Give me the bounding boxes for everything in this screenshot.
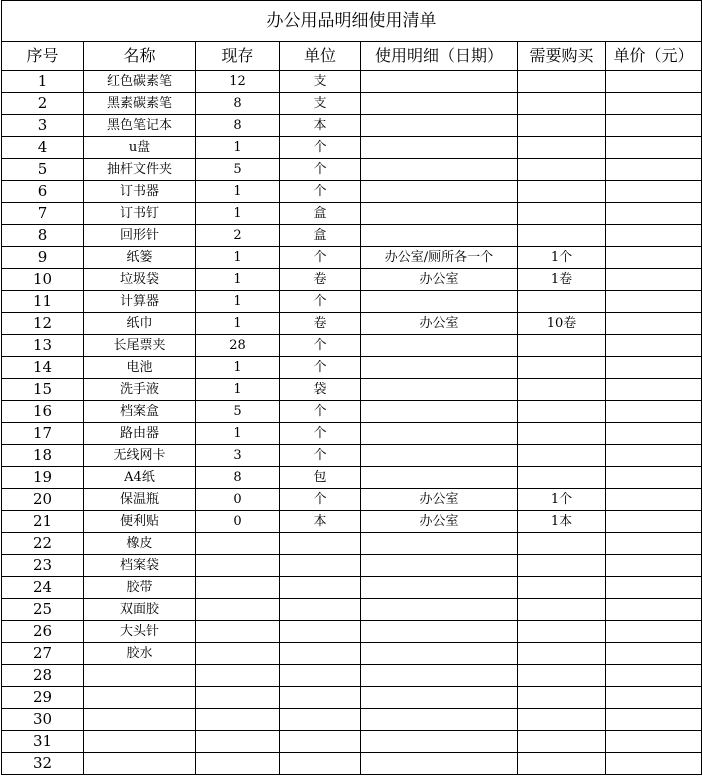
cell-no: 9 xyxy=(2,247,84,269)
cell-usage xyxy=(361,225,518,247)
cell-name: 订书钉 xyxy=(84,203,196,225)
cell-price xyxy=(606,423,702,445)
cell-stock xyxy=(196,533,280,555)
cell-stock xyxy=(196,555,280,577)
cell-usage xyxy=(361,731,518,753)
table-row xyxy=(2,93,702,115)
table-row xyxy=(2,313,702,335)
cell-no: 29 xyxy=(2,687,84,709)
cell-purchase: 1卷 xyxy=(518,269,606,291)
header-price: 单价（元） xyxy=(606,42,702,71)
table-row xyxy=(2,445,702,467)
cell-unit: 本 xyxy=(280,115,361,137)
cell-price xyxy=(606,181,702,203)
cell-stock: 1 xyxy=(196,203,280,225)
cell-stock: 1 xyxy=(196,181,280,203)
cell-price xyxy=(606,731,702,753)
cell-usage xyxy=(361,753,518,775)
cell-no: 21 xyxy=(2,511,84,533)
cell-name: 抽杆文件夹 xyxy=(84,159,196,181)
cell-price xyxy=(606,159,702,181)
table-row xyxy=(2,379,702,401)
cell-usage xyxy=(361,555,518,577)
header-stock: 现存 xyxy=(196,42,280,71)
cell-no: 13 xyxy=(2,335,84,357)
cell-no: 23 xyxy=(2,555,84,577)
cell-purchase xyxy=(518,71,606,93)
table-row xyxy=(2,511,702,533)
table-row xyxy=(2,555,702,577)
table-row xyxy=(2,137,702,159)
cell-usage xyxy=(361,137,518,159)
cell-no: 17 xyxy=(2,423,84,445)
cell-unit: 个 xyxy=(280,423,361,445)
cell-name: 无线网卡 xyxy=(84,445,196,467)
table-row xyxy=(2,115,702,137)
header-name: 名称 xyxy=(84,42,196,71)
cell-price xyxy=(606,115,702,137)
cell-stock: 1 xyxy=(196,137,280,159)
cell-purchase xyxy=(518,467,606,489)
cell-purchase xyxy=(518,137,606,159)
cell-price xyxy=(606,665,702,687)
cell-stock: 1 xyxy=(196,313,280,335)
cell-stock: 1 xyxy=(196,357,280,379)
cell-name: 红色碳素笔 xyxy=(84,71,196,93)
cell-no: 5 xyxy=(2,159,84,181)
cell-no: 16 xyxy=(2,401,84,423)
table-row xyxy=(2,665,702,687)
cell-price xyxy=(606,335,702,357)
cell-usage: 办公室/厕所各一个 xyxy=(361,247,518,269)
cell-usage xyxy=(361,423,518,445)
table-row xyxy=(2,71,702,93)
cell-purchase xyxy=(518,159,606,181)
cell-unit: 卷 xyxy=(280,269,361,291)
cell-name: 洗手液 xyxy=(84,379,196,401)
cell-price xyxy=(606,269,702,291)
cell-stock: 5 xyxy=(196,159,280,181)
cell-name: 电池 xyxy=(84,357,196,379)
header-no: 序号 xyxy=(2,42,84,71)
cell-price xyxy=(606,401,702,423)
cell-purchase: 1个 xyxy=(518,489,606,511)
cell-usage xyxy=(361,291,518,313)
cell-usage xyxy=(361,467,518,489)
table-row xyxy=(2,269,702,291)
cell-price xyxy=(606,599,702,621)
cell-usage xyxy=(361,533,518,555)
cell-no: 12 xyxy=(2,313,84,335)
cell-purchase xyxy=(518,93,606,115)
cell-unit xyxy=(280,709,361,731)
cell-price xyxy=(606,555,702,577)
cell-unit: 个 xyxy=(280,291,361,313)
cell-price xyxy=(606,291,702,313)
cell-stock: 1 xyxy=(196,291,280,313)
table-row xyxy=(2,357,702,379)
table-title: 办公用品明细使用清单 xyxy=(2,1,702,42)
header-unit: 单位 xyxy=(280,42,361,71)
cell-no: 27 xyxy=(2,643,84,665)
cell-name xyxy=(84,753,196,775)
cell-no: 15 xyxy=(2,379,84,401)
cell-name: 黑素碳素笔 xyxy=(84,93,196,115)
table-row xyxy=(2,335,702,357)
cell-unit xyxy=(280,533,361,555)
cell-name: 胶带 xyxy=(84,577,196,599)
cell-unit: 本 xyxy=(280,511,361,533)
cell-usage xyxy=(361,93,518,115)
title-row xyxy=(2,1,702,42)
cell-unit: 个 xyxy=(280,489,361,511)
cell-purchase xyxy=(518,577,606,599)
cell-price xyxy=(606,379,702,401)
cell-name: 计算器 xyxy=(84,291,196,313)
cell-usage: 办公室 xyxy=(361,313,518,335)
cell-unit xyxy=(280,555,361,577)
cell-name xyxy=(84,709,196,731)
cell-name: 订书器 xyxy=(84,181,196,203)
table-row xyxy=(2,621,702,643)
cell-stock: 2 xyxy=(196,225,280,247)
cell-purchase xyxy=(518,291,606,313)
cell-usage xyxy=(361,357,518,379)
cell-usage xyxy=(361,621,518,643)
cell-purchase xyxy=(518,731,606,753)
table-row xyxy=(2,577,702,599)
cell-price xyxy=(606,621,702,643)
table-row xyxy=(2,489,702,511)
cell-price xyxy=(606,753,702,775)
cell-stock xyxy=(196,687,280,709)
cell-purchase xyxy=(518,423,606,445)
cell-purchase xyxy=(518,203,606,225)
cell-name: 胶水 xyxy=(84,643,196,665)
cell-name: 档案袋 xyxy=(84,555,196,577)
cell-unit xyxy=(280,731,361,753)
cell-stock: 1 xyxy=(196,379,280,401)
cell-unit: 个 xyxy=(280,445,361,467)
cell-purchase xyxy=(518,357,606,379)
cell-stock xyxy=(196,599,280,621)
table-row xyxy=(2,181,702,203)
cell-price xyxy=(606,225,702,247)
cell-price xyxy=(606,203,702,225)
cell-purchase xyxy=(518,753,606,775)
cell-name xyxy=(84,665,196,687)
cell-no: 22 xyxy=(2,533,84,555)
table-row xyxy=(2,687,702,709)
cell-price xyxy=(606,313,702,335)
cell-no: 10 xyxy=(2,269,84,291)
cell-no: 26 xyxy=(2,621,84,643)
cell-price xyxy=(606,577,702,599)
cell-unit: 盒 xyxy=(280,203,361,225)
cell-stock: 8 xyxy=(196,467,280,489)
cell-price xyxy=(606,533,702,555)
cell-no: 31 xyxy=(2,731,84,753)
cell-unit xyxy=(280,643,361,665)
cell-purchase xyxy=(518,599,606,621)
cell-no: 3 xyxy=(2,115,84,137)
cell-no: 1 xyxy=(2,71,84,93)
cell-usage xyxy=(361,71,518,93)
cell-no: 24 xyxy=(2,577,84,599)
cell-usage xyxy=(361,203,518,225)
cell-price xyxy=(606,71,702,93)
cell-purchase xyxy=(518,665,606,687)
cell-stock: 1 xyxy=(196,423,280,445)
cell-purchase xyxy=(518,181,606,203)
cell-stock xyxy=(196,643,280,665)
table-row xyxy=(2,643,702,665)
cell-unit: 包 xyxy=(280,467,361,489)
cell-unit: 个 xyxy=(280,137,361,159)
cell-price xyxy=(606,467,702,489)
table-row xyxy=(2,225,702,247)
cell-unit: 个 xyxy=(280,335,361,357)
cell-price xyxy=(606,643,702,665)
cell-purchase: 1个 xyxy=(518,247,606,269)
cell-name: u盘 xyxy=(84,137,196,159)
cell-purchase xyxy=(518,621,606,643)
cell-stock: 1 xyxy=(196,269,280,291)
cell-usage xyxy=(361,379,518,401)
cell-purchase xyxy=(518,533,606,555)
cell-usage xyxy=(361,665,518,687)
cell-purchase: 10卷 xyxy=(518,313,606,335)
cell-name xyxy=(84,687,196,709)
table-row xyxy=(2,401,702,423)
cell-usage xyxy=(361,401,518,423)
cell-name: 路由器 xyxy=(84,423,196,445)
cell-stock: 0 xyxy=(196,489,280,511)
office-supplies-table xyxy=(1,0,702,775)
cell-unit: 个 xyxy=(280,247,361,269)
table-row xyxy=(2,423,702,445)
cell-stock: 12 xyxy=(196,71,280,93)
table-row xyxy=(2,247,702,269)
cell-price xyxy=(606,687,702,709)
cell-no: 19 xyxy=(2,467,84,489)
cell-usage xyxy=(361,577,518,599)
table-row xyxy=(2,709,702,731)
header-purchase: 需要购买 xyxy=(518,42,606,71)
cell-purchase xyxy=(518,225,606,247)
cell-stock xyxy=(196,577,280,599)
cell-purchase xyxy=(518,379,606,401)
cell-stock xyxy=(196,665,280,687)
cell-usage xyxy=(361,599,518,621)
cell-usage xyxy=(361,115,518,137)
cell-name: 双面胶 xyxy=(84,599,196,621)
cell-usage xyxy=(361,445,518,467)
cell-unit: 个 xyxy=(280,401,361,423)
cell-usage xyxy=(361,159,518,181)
cell-unit: 个 xyxy=(280,181,361,203)
cell-unit: 盒 xyxy=(280,225,361,247)
table-row xyxy=(2,753,702,775)
cell-stock: 1 xyxy=(196,247,280,269)
cell-unit: 袋 xyxy=(280,379,361,401)
cell-unit xyxy=(280,665,361,687)
cell-price xyxy=(606,709,702,731)
cell-usage xyxy=(361,643,518,665)
cell-name: 档案盒 xyxy=(84,401,196,423)
cell-name: 长尾票夹 xyxy=(84,335,196,357)
cell-unit xyxy=(280,577,361,599)
cell-stock xyxy=(196,621,280,643)
cell-no: 25 xyxy=(2,599,84,621)
cell-no: 30 xyxy=(2,709,84,731)
cell-unit xyxy=(280,599,361,621)
cell-purchase xyxy=(518,555,606,577)
cell-usage xyxy=(361,335,518,357)
cell-no: 8 xyxy=(2,225,84,247)
cell-price xyxy=(606,93,702,115)
cell-no: 7 xyxy=(2,203,84,225)
header-usage: 使用明细（日期） xyxy=(361,42,518,71)
table-row xyxy=(2,203,702,225)
cell-purchase xyxy=(518,687,606,709)
cell-usage xyxy=(361,181,518,203)
cell-no: 4 xyxy=(2,137,84,159)
cell-stock xyxy=(196,753,280,775)
cell-usage: 办公室 xyxy=(361,511,518,533)
cell-no: 14 xyxy=(2,357,84,379)
cell-no: 11 xyxy=(2,291,84,313)
cell-purchase xyxy=(518,401,606,423)
cell-unit: 卷 xyxy=(280,313,361,335)
cell-purchase xyxy=(518,643,606,665)
cell-stock xyxy=(196,731,280,753)
cell-name: 便利贴 xyxy=(84,511,196,533)
cell-no: 6 xyxy=(2,181,84,203)
cell-no: 32 xyxy=(2,753,84,775)
table-row xyxy=(2,467,702,489)
cell-no: 20 xyxy=(2,489,84,511)
cell-purchase xyxy=(518,115,606,137)
cell-purchase xyxy=(518,709,606,731)
table-row xyxy=(2,533,702,555)
table-row xyxy=(2,731,702,753)
cell-stock xyxy=(196,709,280,731)
cell-name: 黑色笔记本 xyxy=(84,115,196,137)
cell-name xyxy=(84,731,196,753)
cell-purchase: 1本 xyxy=(518,511,606,533)
cell-price xyxy=(606,357,702,379)
cell-stock: 3 xyxy=(196,445,280,467)
cell-unit xyxy=(280,621,361,643)
cell-unit: 支 xyxy=(280,93,361,115)
cell-usage xyxy=(361,687,518,709)
cell-unit: 个 xyxy=(280,357,361,379)
cell-unit: 个 xyxy=(280,159,361,181)
cell-usage: 办公室 xyxy=(361,269,518,291)
table-row xyxy=(2,291,702,313)
cell-name: 纸篓 xyxy=(84,247,196,269)
cell-name: 垃圾袋 xyxy=(84,269,196,291)
cell-stock: 8 xyxy=(196,115,280,137)
cell-no: 2 xyxy=(2,93,84,115)
cell-price xyxy=(606,247,702,269)
cell-price xyxy=(606,445,702,467)
cell-unit xyxy=(280,687,361,709)
cell-price xyxy=(606,489,702,511)
table-row xyxy=(2,599,702,621)
cell-no: 28 xyxy=(2,665,84,687)
cell-name: 橡皮 xyxy=(84,533,196,555)
cell-price xyxy=(606,511,702,533)
cell-stock: 0 xyxy=(196,511,280,533)
cell-price xyxy=(606,137,702,159)
cell-stock: 8 xyxy=(196,93,280,115)
cell-stock: 5 xyxy=(196,401,280,423)
cell-purchase xyxy=(518,445,606,467)
cell-unit xyxy=(280,753,361,775)
header-row xyxy=(2,42,702,71)
table-row xyxy=(2,159,702,181)
cell-usage xyxy=(361,709,518,731)
cell-unit: 支 xyxy=(280,71,361,93)
cell-purchase xyxy=(518,335,606,357)
cell-name: 保温瓶 xyxy=(84,489,196,511)
cell-name: 大头针 xyxy=(84,621,196,643)
cell-name: A4纸 xyxy=(84,467,196,489)
cell-name: 纸巾 xyxy=(84,313,196,335)
cell-name: 回形针 xyxy=(84,225,196,247)
cell-usage: 办公室 xyxy=(361,489,518,511)
cell-no: 18 xyxy=(2,445,84,467)
cell-stock: 28 xyxy=(196,335,280,357)
